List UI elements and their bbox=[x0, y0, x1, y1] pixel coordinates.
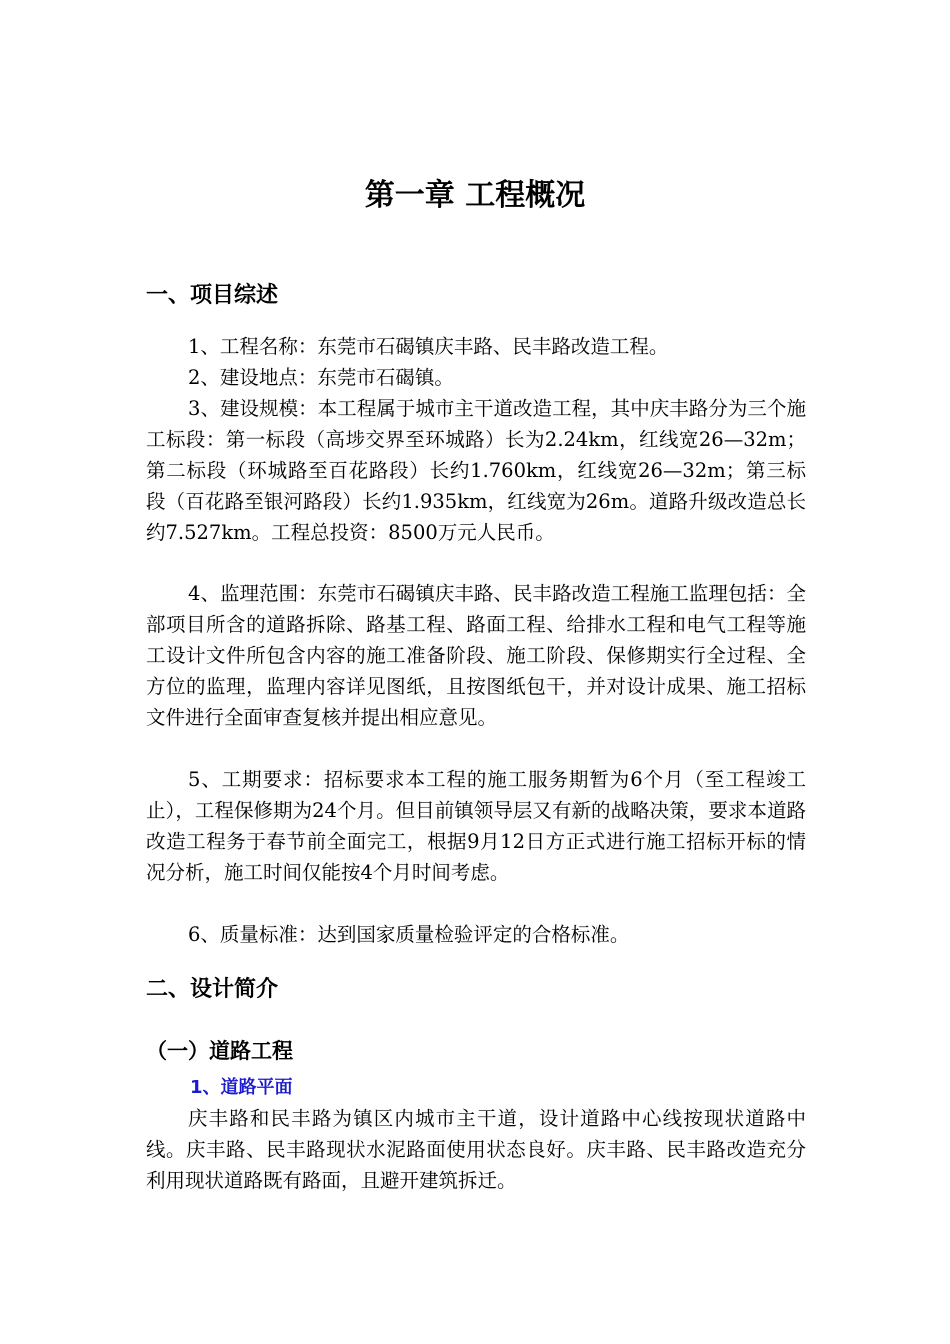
paragraph-quality-standard: 6、质量标准：达到国家质量检验评定的合格标准。 bbox=[188, 923, 630, 946]
paragraph-construction-site: 2、建设地点：东莞市石碣镇。 bbox=[188, 366, 454, 389]
section-heading-project-overview: 一、项目综述 bbox=[146, 283, 279, 308]
subsubsection-heading-road-plan: 1、道路平面 bbox=[190, 1077, 293, 1098]
paragraph-construction-scale: 3、建设规模：本工程属于城市主干道改造工程，其中庆丰路分为三个施工标段：第一标段（高埗交界至环城路）长为2.24km，红线宽26—32m；第二标段（环城路至百花路段）长约1.760km，红线宽26—32m；第三标段（百花路至银河路段）长约1.935km，红线宽为26m。道路升级改造总长约7.527km。工程总投资：8500万元人民币。 bbox=[146, 397, 806, 544]
section-heading-design-summary: 二、设计简介 bbox=[146, 977, 279, 1002]
subsection-heading-road-works: （一）道路工程 bbox=[146, 1039, 293, 1063]
paragraph-project-name: 1、工程名称：东莞市石碣镇庆丰路、民丰路改造工程。 bbox=[188, 335, 669, 358]
paragraph-road-plan: 庆丰路和民丰路为镇区内城市主干道，设计道路中心线按现状道路中线。庆丰路、民丰路现状水泥路面使用状态良好。庆丰路、民丰路改造充分利用现状道路既有路面，且避开建筑拆迁。 bbox=[146, 1107, 806, 1192]
chapter-title: 第一章 工程概况 bbox=[364, 178, 586, 213]
paragraph-supervision-scope: 4、监理范围：东莞市石碣镇庆丰路、民丰路改造工程施工监理包括：全部项目所含的道路拆除、路基工程、路面工程、给排水工程和电气工程等施工设计文件所包含内容的施工准备阶段、施工阶段、保修期实行全过程、全方位的监理，监理内容详见图纸，且按图纸包干，并对设计成果、施工招标文件进行全面审查复核并提出相应意见。 bbox=[146, 582, 806, 729]
paragraph-schedule-requirements: 5、工期要求：招标要求本工程的施工服务期暂为6个月（至工程竣工止），工程保修期为24个月。但目前镇领导层又有新的战略决策，要求本道路改造工程务于春节前全面完工，根据9月12日方正式进行施工招标开标的情况分析，施工时间仅能按4个月时间考虑。 bbox=[146, 768, 806, 884]
